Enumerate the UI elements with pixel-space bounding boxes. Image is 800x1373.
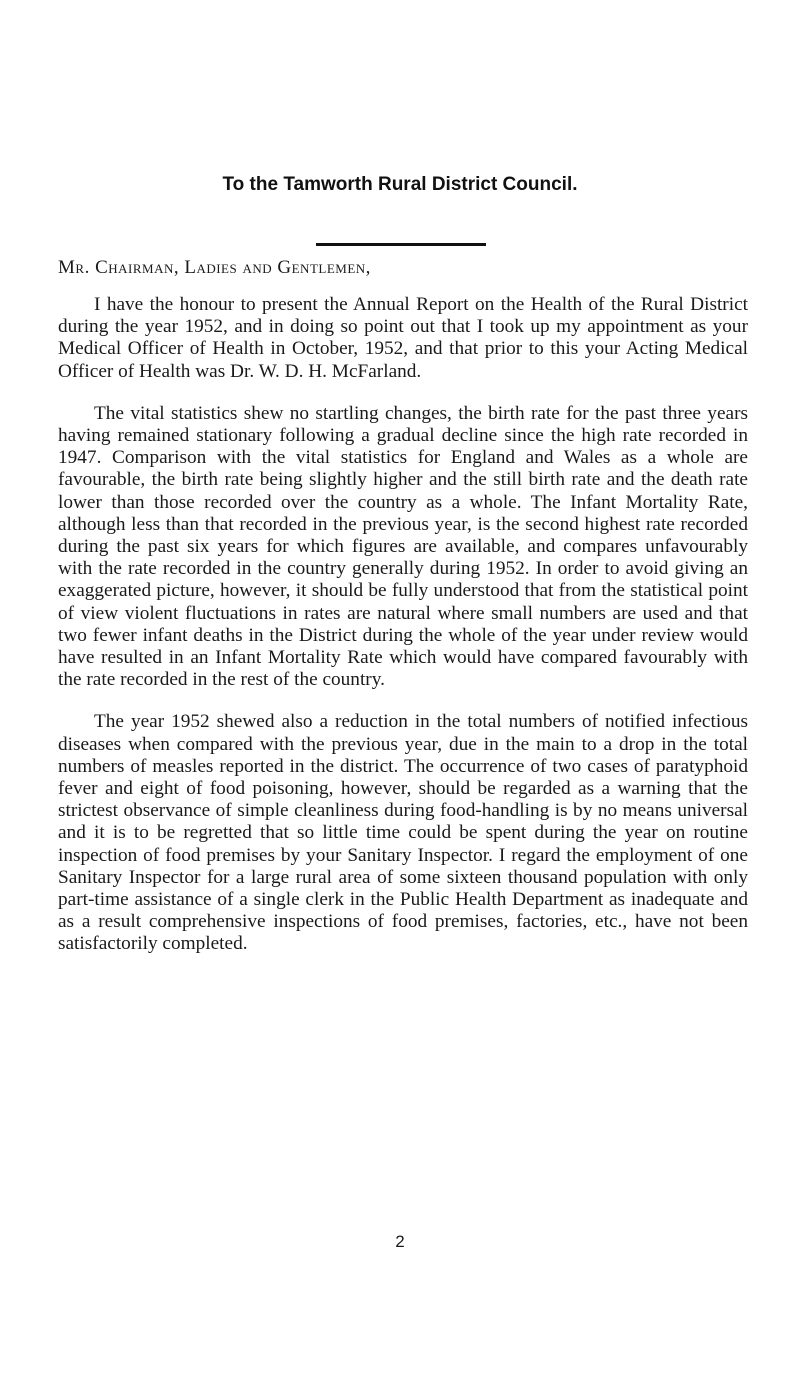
paragraph-infectious-diseases: The year 1952 shewed also a reduction in the total numbers of notified infectious diseases when compared with the previous year, due in the main to a drop in the total numbers of measles reported in the district. The occurrence of two cases of paratyphoid fever and eight of food poisoning, however, should be regarded as a warning that the strictest observance of simple cleanliness during food-handling is by no means universal and it is to be regretted that so little time could be spent during the year on routine inspection of food premises by your Sanitary Inspector. I regard the employment of one Sanitary Inspector for a large rural area of some sixteen thousand population with only part-time assistance of a single clerk in the Public Health Department as inadequate and as a result comprehensive inspections of food premises, factories, etc., have not been satisfactorily completed.: [58, 711, 748, 955]
report-body: [58, 294, 748, 976]
page-number: 2: [395, 1232, 405, 1251]
page-title: To the Tamworth Rural District Council.: [222, 174, 578, 195]
paragraph-vital-statistics: The vital statistics shew no startling changes, the birth rate for the past three years having remained stationary following a gradual decline since the high rate recorded in 1947. Comparison with the vital statistics for England and Wales as a whole are favourable, the birth rate being slightly higher and the still birth rate and the death rate lower than those recorded over the country as a whole. The Infant Mortality Rate, although less than that recorded in the previous year, is the second highest rate recorded during the past six years for which figures are available, and compares unfavourably with the rate recorded in the country generally during 1952. In order to avoid giving an exaggerated picture, however, it should be fully understood that from the statistical point of view violent fluctuations in rates are natural where small numbers are used and that two fewer infant deaths in the District during the whole of the year under review would have resulted in an Infant Mortality Rate which would have compared favourably with the rate recorded in the rest of the country.: [58, 402, 748, 691]
salutation: Mr. Chairman, Ladies and Gentlemen,: [58, 257, 371, 278]
paragraph-introduction: I have the honour to present the Annual Report on the Health of the Rural District during the year 1952, and in doing so point out that I took up my appointment as your Medical Officer of Health in October, 1952, and that prior to this your Acting Medical Officer of Health was Dr. W. D. H. McFarland.: [58, 294, 748, 382]
title-divider: [316, 243, 486, 246]
